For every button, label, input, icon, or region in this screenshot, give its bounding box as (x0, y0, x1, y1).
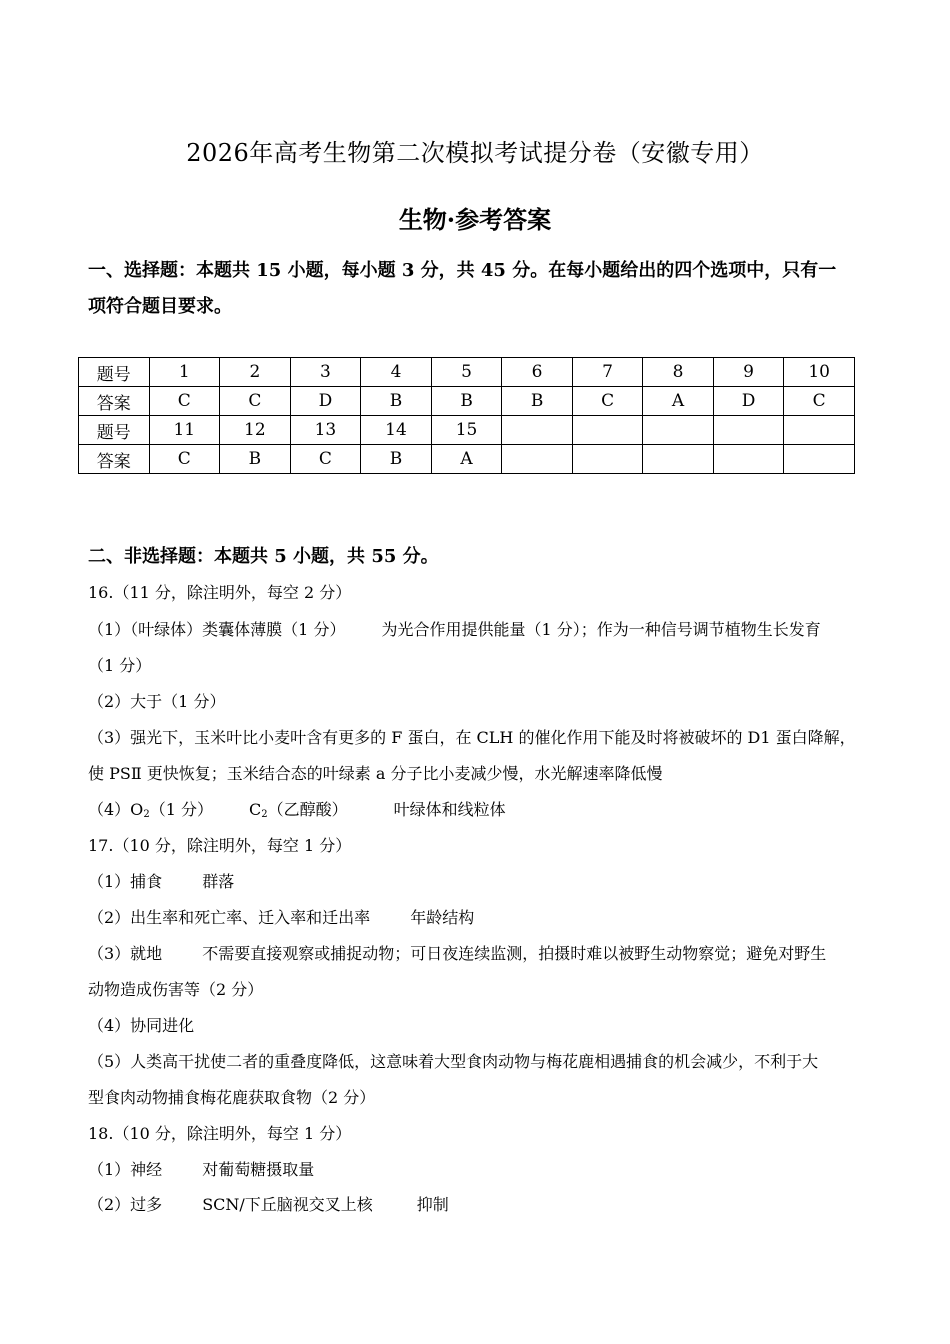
q16-part2: （2）大于（1 分） (88, 692, 226, 711)
section-1-line-2: 项符合题目要求。 (88, 296, 232, 317)
q18-part2-a: （2）过多 (88, 1195, 163, 1214)
answer-table-cell: 15 (431, 416, 502, 445)
q17-part2-a: （2）出生率和死亡率、迁入率和迁出率 (88, 908, 371, 927)
answer-table-cell: B (431, 387, 502, 416)
q16-part4-organelles: 叶绿体和线粒体 (393, 800, 506, 819)
q16-part1 (88, 617, 821, 640)
q18-header: 18.（10 分，除注明外，每空 1 分） (88, 1124, 352, 1143)
answer-table-cell: B (220, 445, 291, 474)
answer-table-cell: 14 (361, 416, 432, 445)
answer-table-cell: 2 (220, 358, 291, 387)
answer-table-cell: 3 (290, 358, 361, 387)
q17-part2 (88, 905, 474, 928)
answer-table-cell: D (290, 387, 361, 416)
answer-table-cell: C (290, 445, 361, 474)
answer-table-cell: C (784, 387, 855, 416)
answer-table-cell: A (431, 445, 502, 474)
answer-table-cell: 1 (149, 358, 220, 387)
page-subtitle: 生物·参考答案 (398, 205, 552, 234)
answer-table-row (79, 445, 855, 474)
answer-table-cell: 11 (149, 416, 220, 445)
q17-part3 (88, 941, 826, 964)
section-1-line-1: 一、选择题：本题共 15 小题，每小题 3 分，共 45 分。在每小题给出的四个选项中，只有一 (88, 260, 837, 281)
answer-table-row (79, 387, 855, 416)
answer-table-cell: C (149, 445, 220, 474)
answer-table-cell: 12 (220, 416, 291, 445)
answer-table-cell: B (502, 387, 572, 416)
q17-part5-line2: 型食肉动物捕食梅花鹿获取食物（2 分） (88, 1088, 376, 1107)
answer-table-header-cell: 题号 (79, 358, 150, 387)
q17-part1-b: 群落 (202, 872, 235, 891)
answer-table-cell: 9 (713, 358, 784, 387)
answer-table-header-cell: 题号 (79, 416, 150, 445)
answer-table-cell (713, 445, 784, 474)
q17-part1-a: （1）捕食 (88, 872, 163, 891)
page-title: 2026年高考生物第二次模拟考试提分卷（安徽专用） (186, 139, 764, 167)
answer-table-cell: 7 (572, 358, 643, 387)
answer-table-cell: 13 (290, 416, 361, 445)
q16-part4-o-sub: 2 (143, 809, 150, 820)
answer-table-header-cell: 答案 (79, 445, 150, 474)
answer-table-cell: C (572, 387, 643, 416)
answer-table-cell: 6 (502, 358, 572, 387)
q16-header: 16.（11 分，除注明外，每空 2 分） (88, 583, 352, 602)
q17-part5-line1: （5）人类高干扰使二者的重叠度降低，这意味着大型食肉动物与梅花鹿相遇捕食的机会减少，不利于大 (88, 1052, 819, 1071)
answer-table-header-cell: 答案 (79, 387, 150, 416)
q16-part4-c-sub: 2 (261, 809, 268, 820)
q17-part3-cont: 动物造成伤害等（2 分） (88, 980, 264, 999)
answer-table-cell (572, 416, 643, 445)
answer-table (78, 357, 855, 474)
answer-table-cell: 10 (784, 358, 855, 387)
q16-part1-cont: （1 分） (88, 656, 152, 675)
q18-part2-b: SCN/下丘脑视交叉上核 (202, 1195, 373, 1214)
answer-table-cell: C (149, 387, 220, 416)
q18-part1-a: （1）神经 (88, 1160, 163, 1179)
answer-table-cell (784, 445, 855, 474)
section-1-heading (88, 253, 868, 325)
q18-part2 (88, 1192, 449, 1215)
q16-part4-c: C (248, 800, 262, 819)
q16-part4 (88, 797, 506, 820)
q16-part1-a: （1）（叶绿体）类囊体薄膜（1 分） (88, 620, 346, 639)
q17-part3-b: 不需要直接观察或捕捉动物；可日夜连续监测，拍摄时难以被野生动物察觉；避免对野生 (202, 944, 827, 963)
q18-part1 (88, 1157, 314, 1180)
answer-table-cell (784, 416, 855, 445)
q18-part2-c: 抑制 (416, 1195, 449, 1214)
answer-table-cell (502, 416, 572, 445)
answer-table-cell: 4 (361, 358, 432, 387)
q16-part4-acid: （乙醇酸） (267, 800, 348, 819)
answer-table-cell: 8 (643, 358, 713, 387)
section-2-heading: 二、非选择题：本题共 5 小题，共 55 分。 (88, 546, 439, 567)
answer-table-cell: A (643, 387, 713, 416)
q17-part1 (88, 869, 234, 892)
q17-part3-a: （3）就地 (88, 944, 163, 963)
answer-table-cell: B (361, 387, 432, 416)
answer-table-cell: D (713, 387, 784, 416)
answer-table-cell (713, 416, 784, 445)
answer-table-cell (643, 445, 713, 474)
q17-part2-b: 年龄结构 (410, 908, 475, 927)
q16-part3-line1: （3）强光下，玉米叶比小麦叶含有更多的 F 蛋白，在 CLH 的催化作用下能及时将被破坏的 D1 蛋白降解， (88, 728, 856, 747)
answer-table-cell (643, 416, 713, 445)
q16-part1-b: 为光合作用提供能量（1 分）；作为一种信号调节植物生长发育 (381, 620, 821, 639)
answer-table-cell (502, 445, 572, 474)
answer-table-cell (572, 445, 643, 474)
answer-table-cell: B (361, 445, 432, 474)
answer-table-cell: 5 (431, 358, 502, 387)
q16-part3-line2: 使 PSⅡ 更快恢复；玉米结合态的叶绿素 a 分子比小麦减少慢，水光解速率降低慢 (88, 764, 663, 783)
answer-table-row (79, 358, 855, 387)
q16-part4-score: （1 分） (149, 800, 213, 819)
q18-part1-b: 对葡萄糖摄取量 (202, 1160, 315, 1179)
answer-table-row (79, 416, 855, 445)
answer-table-cell: C (220, 387, 291, 416)
q17-part4: （4）协同进化 (88, 1016, 195, 1035)
q16-part4-o: （4）O (88, 800, 144, 819)
q17-header: 17.（10 分，除注明外，每空 1 分） (88, 836, 352, 855)
